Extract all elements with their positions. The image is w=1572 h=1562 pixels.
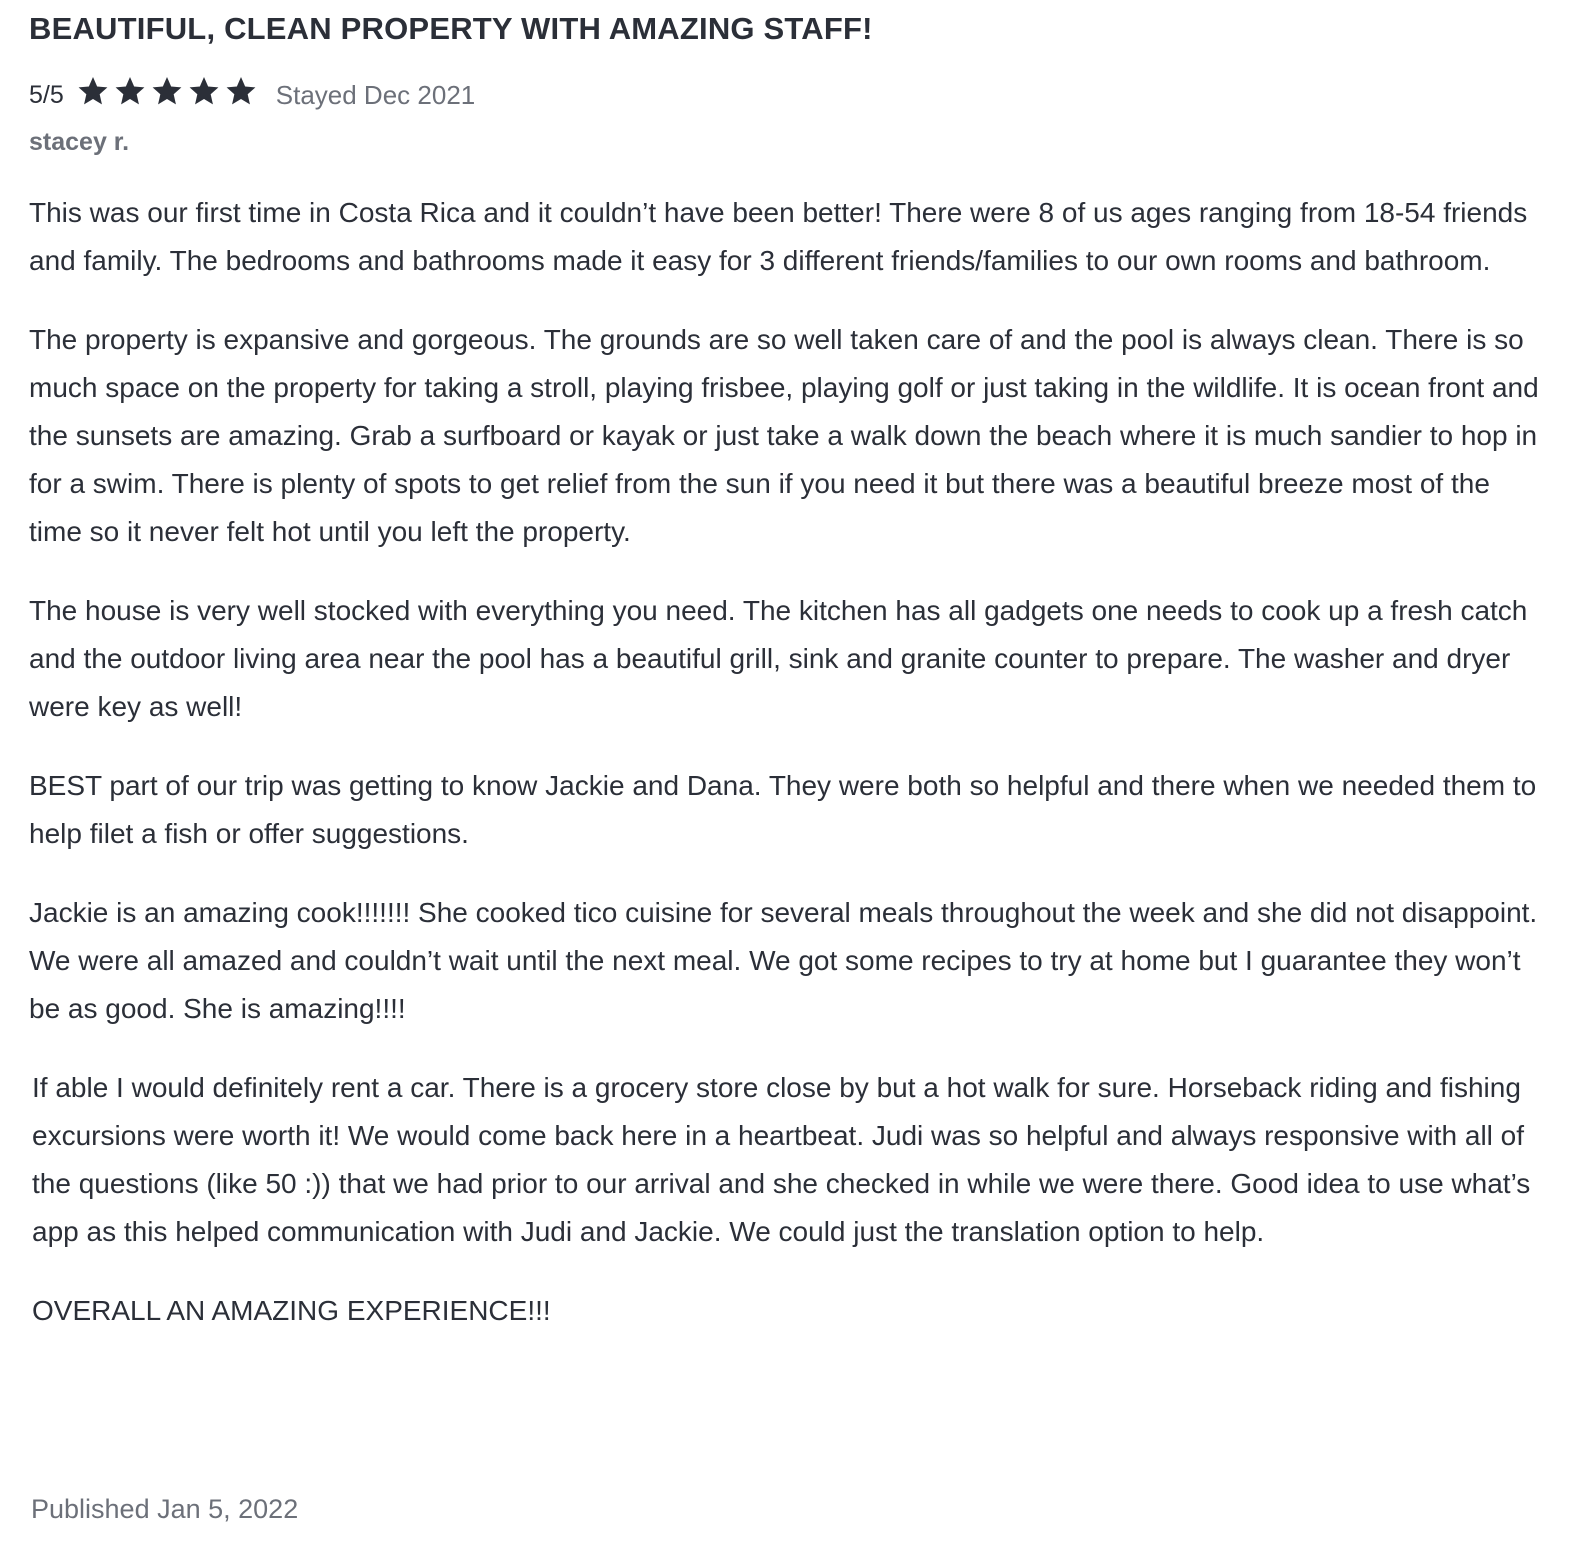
review-title: BEAUTIFUL, CLEAN PROPERTY WITH AMAZING STAFF! <box>29 11 873 46</box>
review-paragraph: OVERALL AN AMAZING EXPERIENCE!!! <box>32 1295 551 1326</box>
rating-row <box>29 71 1544 111</box>
star-icon <box>150 75 184 107</box>
review-paragraph: Jackie is an amazing cook!!!!!!! She cooked tico cuisine for several meals throughout the week and she did not disappoint. We were all amazed and couldn’t wait until the next meal. We got some recipes to try at home but I guarantee they won’t be as good. She is amazing!!!! <box>29 897 1538 1024</box>
review-body <box>29 189 1544 1335</box>
star-icon <box>113 75 147 107</box>
star-icon <box>76 75 110 107</box>
review-paragraph: The house is very well stocked with everything you need. The kitchen has all gadgets one needs to cook up a fresh catch and the outdoor living area near the pool has a beautiful grill, sink and granite counter to prepare. The washer and dryer were key as well! <box>29 595 1528 722</box>
review-paragraph: This was our first time in Costa Rica and it couldn’t have been better! There were 8 of us ages ranging from 18-54 friends and family. The bedrooms and bathrooms made it easy for 3 different friends/families to our own rooms and bathroom. <box>29 197 1528 276</box>
review-paragraph: The property is expansive and gorgeous. The grounds are so well taken care of and the pool is always clean. There is so much space on the property for taking a stroll, playing frisbee, playing golf or just taking in the wildlife. It is ocean front and the sunsets are amazing. Grab a surfboard or kayak or just take a walk down the beach where it is much sandier to hop in for a swim. There is plenty of spots to get relief from the sun if you need it but there was a beautiful breeze most of the time so it never felt hot until you left the property. <box>29 324 1539 547</box>
review-author: stacey r. <box>29 128 130 156</box>
published-date: Published Jan 5, 2022 <box>31 1494 299 1524</box>
star-icon <box>187 75 221 107</box>
review-paragraph: If able I would definitely rent a car. There is a grocery store close by but a hot walk for sure. Horseback riding and fishing excursions were worth it! We would come back here in a heartbeat. Judi was so helpful and always responsive with all of the questions (like 50 :)) that we had prior to our arrival and she checked in while we were there. Good idea to use what’s app as this helped communication with Judi and Jackie. We could just the translation option to help. <box>32 1072 1531 1247</box>
rating-score: 5/5 <box>29 80 64 109</box>
star-icon <box>224 75 258 107</box>
star-rating <box>76 75 258 107</box>
stayed-date: Stayed Dec 2021 <box>275 79 476 110</box>
review-paragraph: BEST part of our trip was getting to know Jackie and Dana. They were both so helpful and there when we needed them to help filet a fish or offer suggestions. <box>29 770 1537 849</box>
